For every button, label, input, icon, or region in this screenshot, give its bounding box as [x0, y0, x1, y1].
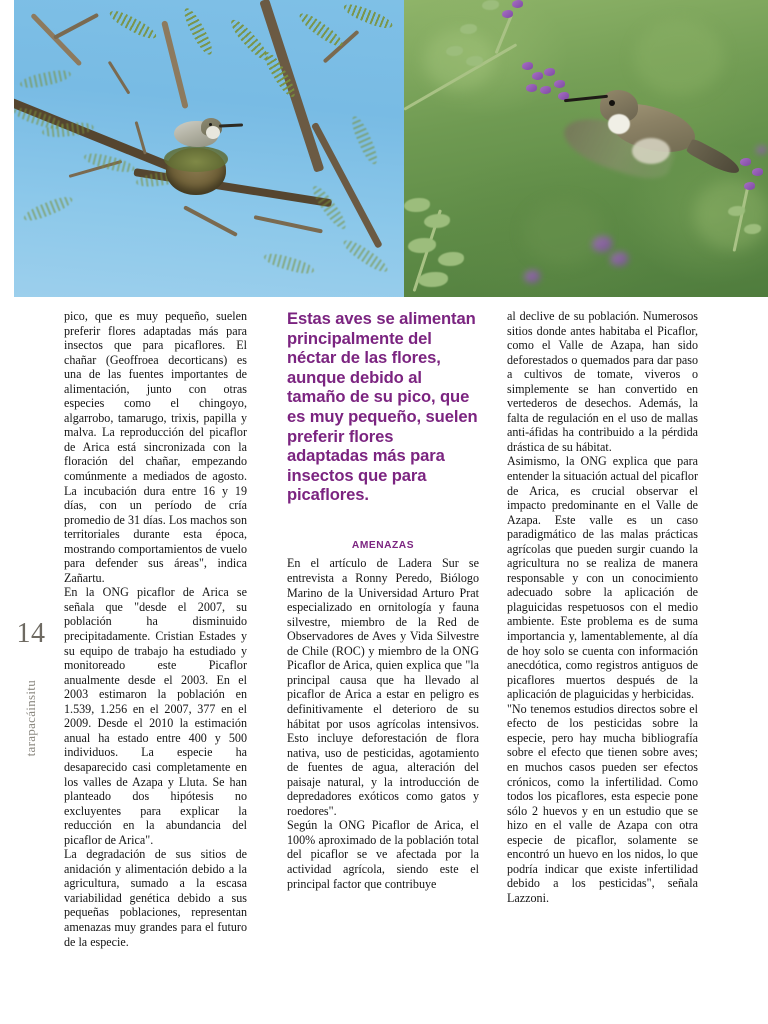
- text-column-2: [287, 309, 479, 891]
- alfalfa-floret: [540, 86, 551, 94]
- paragraph: Según la ONG Picaflor de Arica, el 100% aproximado de la población total del picaflor se ve afectada por la actividad agrícola, siendo este el principal factor que contribuye: [287, 818, 479, 891]
- photo-strip: [14, 0, 768, 297]
- section-heading-amenazas: AMENAZAS: [351, 539, 415, 551]
- bokeh-spot: [424, 30, 494, 90]
- alfalfa-floret: [592, 236, 612, 252]
- paragraph: Asimismo, la ONG explica que para entender la situación actual del picaflor de Arica, es crucial observar el impacto predominante en el Valle de Azapa. Este valle es un caso paradigmático de las malas prácticas agrícolas que pueden surgir cuando la agricultura no se realiza de manera responsable y con un conocimiento adecuado sobre la aplicación de plaguicidas respetuosos con el medio ambiente. Este problema es de suma importancia y, lamentablemente, al día de hoy solo se cuenta con información anecdótica, como registros antiguos de picaflores muertos después de la aplicación de plaguicidas y herbicidas.: [507, 454, 698, 702]
- pull-quote: Estas aves se alimentan principalmente del néctar de las flores, aunque debido al tamaño de su pico, que es muy pequeño, suelen preferir flores adaptadas más para insectos que para picaflores.: [287, 309, 478, 505]
- alfalfa-floret: [554, 80, 565, 88]
- paragraph: "No tenemos estudios directos sobre el efecto de los pesticidas sobre la especie, pero hay mucha bibliografía sobre el efecto que tienen sobre aves; en muchos casos pueden ser efectos crónicos, como la infertilidad. Como todos los picaflores, esta especie pone sólo 2 huevos y en un estudio que se hizo en el valle de Azapa con otra especie de picaflor, solamente se encontró un huevo en los nidos, lo que podría indicar que existe infertilidad debido a los pesticidas", señala Lazzoni.: [507, 701, 698, 905]
- alfalfa-floret: [532, 72, 543, 80]
- photo-hummingbird-on-nest: [14, 0, 404, 297]
- photo-hummingbird-feeding: [404, 0, 768, 297]
- alfalfa-floret: [544, 68, 555, 76]
- paragraph: En la ONG picaflor de Arica se señala que "desde el 2007, su población ha disminuido precipitadamente. Cristian Estades y su equipo de trabajo ha estudiado y monitoreado este Picaflor anualmente desde el 2003. En el 2003 estimaron la población en 1.539, 1.256 en el 2007, 377 en el 2009. Desde el 2010 la estimación anual ha estado entre 400 y 500 individuos. La especie ha desaparecido casi completamente en los valles de Azapa y Lluta. Se han planteado dos hipótesis no excluyentes para explicar la reducción en la abundancia del picaflor de Arica".: [64, 585, 247, 847]
- alfalfa-floret: [502, 10, 513, 18]
- article-body: [0, 309, 768, 949]
- alfalfa-floret: [610, 252, 628, 266]
- alfalfa-floret: [526, 84, 537, 92]
- bokeh-spot: [524, 200, 604, 265]
- paragraph: al declive de su población. Numerosos sitios donde antes habitaba el Picaflor, como el Valle de Azapa, han sido deforestados o quemados para dar paso a cultivos de tomate, viveros o simplemente se han convertido en vertederos de desechos. Además, la falta de regulación en el uso de mallas anti-áfidas ha contribuido a la pérdida drástica de su hábitat.: [507, 309, 698, 454]
- paragraph: En el artículo de Ladera Sur se entrevista a Ronny Peredo, Biólogo Marino de la Universidad Arturo Prat especializado en ornitología y fauna silvestre, miembro de la Red de Observadores de Aves y Vida Silvestre de Chile (ROC) y miembro de la ONG Picaflor de Arica, quien explica que "la principal causa que ha llevado al picaflor de Arica a estar en peligro es definitivamente el deterioro de su hábitat por usos agrícolas intensivos. Esto incluye deforestación de flora nativa, uso de pesticidas, agotamiento de fuentes de agua, alteración del paisaje natural, y la introducción de depredadores exóticos como gatos y roedores".: [287, 556, 479, 818]
- alfalfa-floret: [756, 146, 767, 154]
- text-column-1: [64, 309, 247, 949]
- alfalfa-floret: [744, 182, 755, 190]
- text-column-3: [507, 309, 698, 905]
- paragraph: La degradación de sus sitios de anidación y alimentación debido a la agricultura, sumado a la escasa variabilidad genética debido a sus pequeñas poblaciones, representan amenazas muy grandes para el futuro de la especie.: [64, 847, 247, 949]
- alfalfa-floret: [752, 168, 763, 176]
- alfalfa-floret: [524, 270, 540, 283]
- hummingbird-throat: [206, 126, 220, 139]
- hummingbird-eye: [209, 123, 212, 126]
- publication-name-text: tarapacáinsitu: [23, 680, 38, 757]
- hummingbird-eye: [609, 100, 615, 106]
- hummingbird-belly: [632, 138, 670, 164]
- alfalfa-floret: [512, 0, 523, 8]
- bokeh-spot: [634, 20, 724, 95]
- page-number-value: 14: [16, 618, 46, 649]
- paragraph: pico, que es muy pequeño, suelen preferir flores adaptadas más para insectos que para picaflores. El chañar (Geoffroea decorticans) es una de las fuentes importantes de alimentación, junto con otras especies como el chingoyo, algarrobo, tamarugo, trixis, papilla y malva. La reproducción del picaflor de Arica está sincronizada con la floración del chañar, empezando comúnmente a mediados de agosto. La incubación dura entre 16 y 19 días, con un período de cría promedio de 31 días. Los machos son territoriales durante esta época, mostrando comportamientos de vuelo para defender sus áreas", indica Zañartu.: [64, 309, 247, 585]
- hummingbird-throat: [608, 114, 630, 134]
- alfalfa-floret: [522, 62, 533, 70]
- alfalfa-floret: [740, 158, 751, 166]
- nest-moss: [164, 146, 228, 172]
